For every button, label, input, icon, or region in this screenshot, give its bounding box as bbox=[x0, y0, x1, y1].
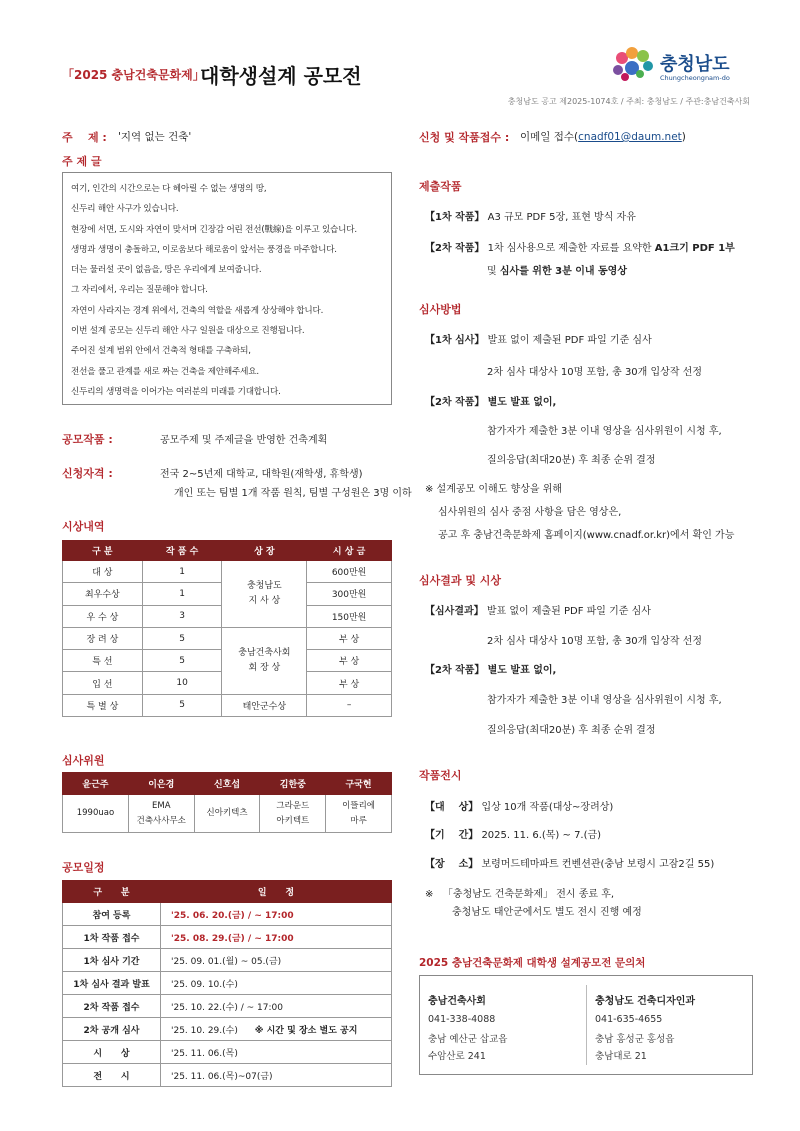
table-header: 일 정 bbox=[161, 881, 392, 903]
topic-value: '지역 없는 건축' bbox=[118, 131, 192, 143]
result-label: 심사결과 및 시상 bbox=[419, 574, 502, 587]
item-tag: 【대 상】 bbox=[425, 802, 479, 813]
table-row bbox=[63, 1018, 392, 1041]
table-row bbox=[63, 995, 392, 1018]
schedule-date: '25. 06. 20.(금) / ~ 17:00 bbox=[161, 903, 392, 926]
exhibition-item bbox=[425, 798, 613, 813]
schedule-name: 1차 작품 접수 bbox=[63, 926, 161, 949]
award-line: 충청남도 bbox=[246, 580, 282, 591]
jury-name: 신호섭 bbox=[194, 773, 260, 795]
item-bold: 심사를 위한 3분 이내 동영상 bbox=[499, 266, 627, 277]
contact-address: 충남 홍성군 홍성읍 bbox=[595, 1034, 675, 1045]
contact-phone: 041-635-4655 bbox=[595, 1014, 663, 1025]
theme-line: 여기, 인간의 시간으로는 다 헤아릴 수 없는 생명의 땅, bbox=[71, 184, 267, 194]
jury-name: 구국현 bbox=[326, 773, 392, 795]
page-title: 대학생설계 공모전 bbox=[200, 64, 362, 88]
affiliation-line: 아키텍트 bbox=[276, 815, 310, 826]
item-text: 발표 없이 제출된 PDF 파일 기준 심사 bbox=[487, 335, 652, 346]
judging-item bbox=[425, 331, 652, 346]
apply-text-close: ) bbox=[681, 131, 686, 143]
prize-award: 태안군수상 bbox=[222, 694, 307, 716]
exhibition-note: ※ 「충청남도 건축문화제」 전시 종료 후, bbox=[425, 889, 615, 900]
judging-label: 심사방법 bbox=[419, 303, 462, 316]
table-header: 작 품 수 bbox=[142, 541, 222, 561]
prize-name: 입 선 bbox=[63, 672, 143, 694]
table-header: 시 상 금 bbox=[307, 541, 392, 561]
affiliation-line: 그라운드 bbox=[276, 800, 310, 811]
apply-value bbox=[520, 129, 686, 144]
schedule-date: '25. 09. 01.(월) ~ 05.(금) bbox=[161, 949, 392, 972]
table-row bbox=[63, 1041, 392, 1064]
theme-line: 생명과 생명이 충돌하고, 이로움보다 해로움이 앞서는 풍경을 마주합니다. bbox=[71, 244, 337, 255]
affiliation-line: 1990uao bbox=[76, 808, 115, 818]
theme-line: 전선을 풀고 관계를 새로 짜는 건축을 제안해주세요. bbox=[71, 366, 259, 377]
judging-note: 심사위원의 심사 중점 사항을 담은 영상은, bbox=[438, 507, 622, 518]
jury-table bbox=[62, 772, 392, 833]
jury-name: 이은경 bbox=[128, 773, 194, 795]
judging-note: ※ 설계공모 이해도 향상을 위해 bbox=[425, 484, 563, 495]
jury-affiliation bbox=[128, 795, 194, 833]
chungnam-logo-icon bbox=[612, 46, 656, 82]
theme-label: 주 제 글 bbox=[62, 155, 102, 168]
qualification-line: 개인 또는 팀별 1개 작품 원칙, 팀별 구성원은 3명 이하 bbox=[174, 488, 412, 499]
schedule-name: 참여 등록 bbox=[63, 903, 161, 926]
result-item bbox=[425, 602, 651, 617]
exhibition-label: 작품전시 bbox=[419, 769, 462, 782]
submission-item-cont bbox=[487, 262, 627, 277]
exhibition-item bbox=[425, 855, 714, 870]
contact-phone: 041-338-4088 bbox=[428, 1014, 496, 1025]
contact-address: 수암산로 241 bbox=[428, 1051, 486, 1062]
theme-line: 그 자리에서, 우리는 질문해야 합니다. bbox=[71, 285, 208, 296]
item-text: 2025. 11. 6.(목) ~ 7.(금) bbox=[481, 830, 602, 841]
jury-affiliation bbox=[260, 795, 326, 833]
affiliation-line: EMA bbox=[152, 800, 171, 811]
schedule-date: '25. 11. 06.(목)~07(금) bbox=[161, 1064, 392, 1087]
contact-address: 충남대로 21 bbox=[595, 1051, 647, 1062]
item-text: 발표 없이 제출된 PDF 파일 기준 심사 bbox=[486, 606, 651, 617]
schedule-date-text: '25. 10. 29.(수) bbox=[171, 1025, 238, 1036]
work-value: 공모주제 및 주제글을 반영한 건축계획 bbox=[160, 435, 328, 446]
prize-name: 대 상 bbox=[63, 561, 143, 583]
table-row bbox=[63, 949, 392, 972]
award-line: 충남건축사회 bbox=[238, 647, 291, 658]
jury-name: 윤근주 bbox=[63, 773, 129, 795]
prize-money: – bbox=[307, 694, 392, 716]
theme-text-box bbox=[62, 172, 392, 405]
prize-count: 10 bbox=[142, 672, 222, 694]
schedule-name: 1차 심사 기간 bbox=[63, 949, 161, 972]
table-row bbox=[63, 903, 392, 926]
item-tag: 【2차 작품】 bbox=[425, 397, 485, 408]
table-row bbox=[63, 1064, 392, 1087]
theme-line: 현장에 서면, 도시와 자연이 맞서며 긴장감 어린 전선(戰線)을 이루고 있습니다. bbox=[71, 224, 357, 235]
result-item-cont: 참가자가 제출한 3분 이내 영상을 심사위원이 시청 후, bbox=[487, 695, 722, 706]
theme-line: 더는 물러설 곳이 없음을, 땅은 우리에게 보여줍니다. bbox=[71, 265, 262, 276]
theme-line: 신두리 해안 사구가 있습니다. bbox=[71, 204, 179, 215]
prize-count: 5 bbox=[142, 627, 222, 649]
prize-label: 시상내역 bbox=[62, 520, 105, 533]
qualification-line: 전국 2~5년제 대학교, 대학원(재학생, 휴학생) bbox=[160, 469, 363, 480]
apply-email-link[interactable]: cnadf01@daum.net bbox=[578, 131, 682, 143]
schedule-date: '25. 10. 22.(수) / ~ 17:00 bbox=[161, 995, 392, 1018]
affiliation-line: 마루 bbox=[350, 815, 367, 826]
prize-count: 1 bbox=[142, 583, 222, 605]
affiliation-line: 건축사사무소 bbox=[136, 815, 186, 826]
schedule-name: 2차 작품 접수 bbox=[63, 995, 161, 1018]
theme-line: 이번 설계 공모는 신두리 해안 사구 일원을 대상으로 진행됩니다. bbox=[71, 326, 305, 337]
schedule-name: 1차 심사 결과 발표 bbox=[63, 972, 161, 995]
prize-name: 장 려 상 bbox=[63, 627, 143, 649]
contact-name: 충청남도 건축디자인과 bbox=[595, 996, 696, 1007]
jury-label: 심사위원 bbox=[62, 754, 105, 767]
prize-money: 부 상 bbox=[307, 672, 392, 694]
judging-item-cont: 질의응답(최대20분) 후 최종 순위 결정 bbox=[487, 455, 656, 466]
item-bold: 별도 발표 없이, bbox=[487, 397, 557, 408]
item-bold: A1크기 PDF 1부 bbox=[654, 243, 735, 254]
jury-affiliation bbox=[326, 795, 392, 833]
schedule-note: ※ 시간 및 장소 별도 공지 bbox=[254, 1025, 358, 1036]
event-subtitle: 「2025 충남건축문화제」 bbox=[62, 68, 205, 82]
prize-name: 특 선 bbox=[63, 650, 143, 672]
table-row bbox=[63, 795, 392, 833]
submission-item bbox=[425, 239, 735, 254]
prize-money: 300만원 bbox=[307, 583, 392, 605]
item-text: 보령머드테마파트 컨벤션관(충남 보령시 고잠2길 55) bbox=[481, 859, 715, 870]
award-line: 회 장 상 bbox=[248, 662, 281, 673]
prize-table bbox=[62, 540, 392, 717]
jury-affiliation bbox=[63, 795, 129, 833]
table-header: 구 분 bbox=[63, 541, 143, 561]
prize-name: 최우수상 bbox=[63, 583, 143, 605]
item-tag: 【2차 작품】 bbox=[425, 243, 485, 254]
theme-line: 신두리의 생명력을 이어가는 여러분의 미래를 기대합니다. bbox=[71, 386, 281, 397]
table-header: 구 분 bbox=[63, 881, 161, 903]
item-text: 1차 심사용으로 제출한 자료를 요약한 bbox=[487, 243, 655, 254]
exhibition-item bbox=[425, 826, 601, 841]
prize-money: 부 상 bbox=[307, 650, 392, 672]
judging-item-cont: 2차 심사 대상사 10명 포함, 총 30개 입상작 선정 bbox=[487, 367, 702, 378]
table-row bbox=[63, 972, 392, 995]
prize-count: 1 bbox=[142, 561, 222, 583]
item-tag: 【심사결과】 bbox=[425, 606, 484, 617]
contact-title: 2025 충남건축문화제 대학생 설계공모전 문의처 bbox=[419, 957, 646, 969]
table-row bbox=[63, 627, 392, 649]
apply-label: 신청 및 작품접수 : bbox=[419, 131, 510, 144]
prize-money: 150만원 bbox=[307, 605, 392, 627]
schedule-date: '25. 08. 29.(금) / ~ 17:00 bbox=[161, 926, 392, 949]
work-label: 공모작품 : bbox=[62, 433, 113, 446]
schedule-name: 전 시 bbox=[63, 1064, 161, 1087]
schedule-name: 시 상 bbox=[63, 1041, 161, 1064]
contact-address: 충남 예산군 삽교읍 bbox=[428, 1034, 508, 1045]
prize-count: 5 bbox=[142, 694, 222, 716]
prize-count: 3 bbox=[142, 605, 222, 627]
item-text: 및 bbox=[487, 266, 500, 277]
prize-award bbox=[222, 627, 307, 694]
award-line: 지 사 상 bbox=[248, 595, 281, 606]
item-tag: 【기 간】 bbox=[425, 830, 479, 841]
item-tag: 【2차 작품】 bbox=[425, 665, 485, 676]
result-item-cont: 질의응답(최대20분) 후 최종 순위 결정 bbox=[487, 725, 656, 736]
prize-money: 600만원 bbox=[307, 561, 392, 583]
table-row bbox=[63, 694, 392, 716]
jury-affiliation bbox=[194, 795, 260, 833]
contact-divider bbox=[586, 985, 587, 1065]
item-text: A3 규모 PDF 5장, 표현 방식 자유 bbox=[487, 212, 636, 223]
schedule-date: '25. 09. 10.(수) bbox=[161, 972, 392, 995]
theme-line: 자연이 사라지는 경계 위에서, 건축의 역할을 새롭게 상상해야 합니다. bbox=[71, 305, 324, 316]
contact-name: 충남건축사회 bbox=[428, 996, 486, 1007]
prize-money: 부 상 bbox=[307, 627, 392, 649]
prize-award bbox=[222, 561, 307, 628]
item-tag: 【1차 작품】 bbox=[425, 212, 485, 223]
item-text: 입상 10개 작품(대상~장려상) bbox=[481, 802, 614, 813]
apply-text: 이메일 접수( bbox=[520, 131, 579, 143]
exhibition-note: 충청남도 태안군에서도 별도 전시 진행 예정 bbox=[452, 907, 642, 918]
result-item bbox=[425, 661, 556, 676]
result-item-cont: 2차 심사 대상사 10명 포함, 총 30개 입상작 선정 bbox=[487, 636, 702, 647]
submission-label: 제출작품 bbox=[419, 180, 462, 193]
affiliation-line: 신아키텍츠 bbox=[206, 808, 248, 818]
submission-item bbox=[425, 208, 636, 223]
theme-line: 주어진 설계 범위 안에서 건축적 형태를 구축하되, bbox=[71, 346, 251, 357]
schedule-name: 2차 공개 심사 bbox=[63, 1018, 161, 1041]
jury-name: 김한중 bbox=[260, 773, 326, 795]
affiliation-line: 이뜰리에 bbox=[342, 800, 376, 811]
prize-name: 특 별 상 bbox=[63, 694, 143, 716]
judging-item-cont: 참가자가 제출한 3분 이내 영상을 심사위원이 시청 후, bbox=[487, 426, 722, 437]
judging-note: 공고 후 충남건축문화제 홈페이지(www.cnadf.or.kr)에서 확인 가능 bbox=[438, 530, 735, 541]
table-row bbox=[63, 926, 392, 949]
logo-english: Chungcheongnam-do bbox=[660, 74, 730, 82]
judging-item bbox=[425, 393, 556, 408]
logo-text: 충청남도 bbox=[660, 54, 730, 75]
notice-line: 충청남도 공고 제2025-1074호 / 주최: 충청남도 / 주관:충남건축사회 bbox=[507, 97, 750, 106]
qualification-label: 신청자격 : bbox=[62, 467, 113, 480]
item-tag: 【장 소】 bbox=[425, 859, 479, 870]
prize-name: 우 수 상 bbox=[63, 605, 143, 627]
schedule-date bbox=[161, 1018, 392, 1041]
table-header: 상 장 bbox=[222, 541, 307, 561]
topic-label: 주 제 : bbox=[62, 131, 107, 144]
table-row bbox=[63, 561, 392, 583]
schedule-label: 공모일정 bbox=[62, 861, 105, 874]
schedule-date: '25. 11. 06.(목) bbox=[161, 1041, 392, 1064]
prize-count: 5 bbox=[142, 650, 222, 672]
item-bold: 별도 발표 없이, bbox=[487, 665, 557, 676]
item-tag: 【1차 심사】 bbox=[425, 335, 485, 346]
schedule-table bbox=[62, 880, 392, 1087]
